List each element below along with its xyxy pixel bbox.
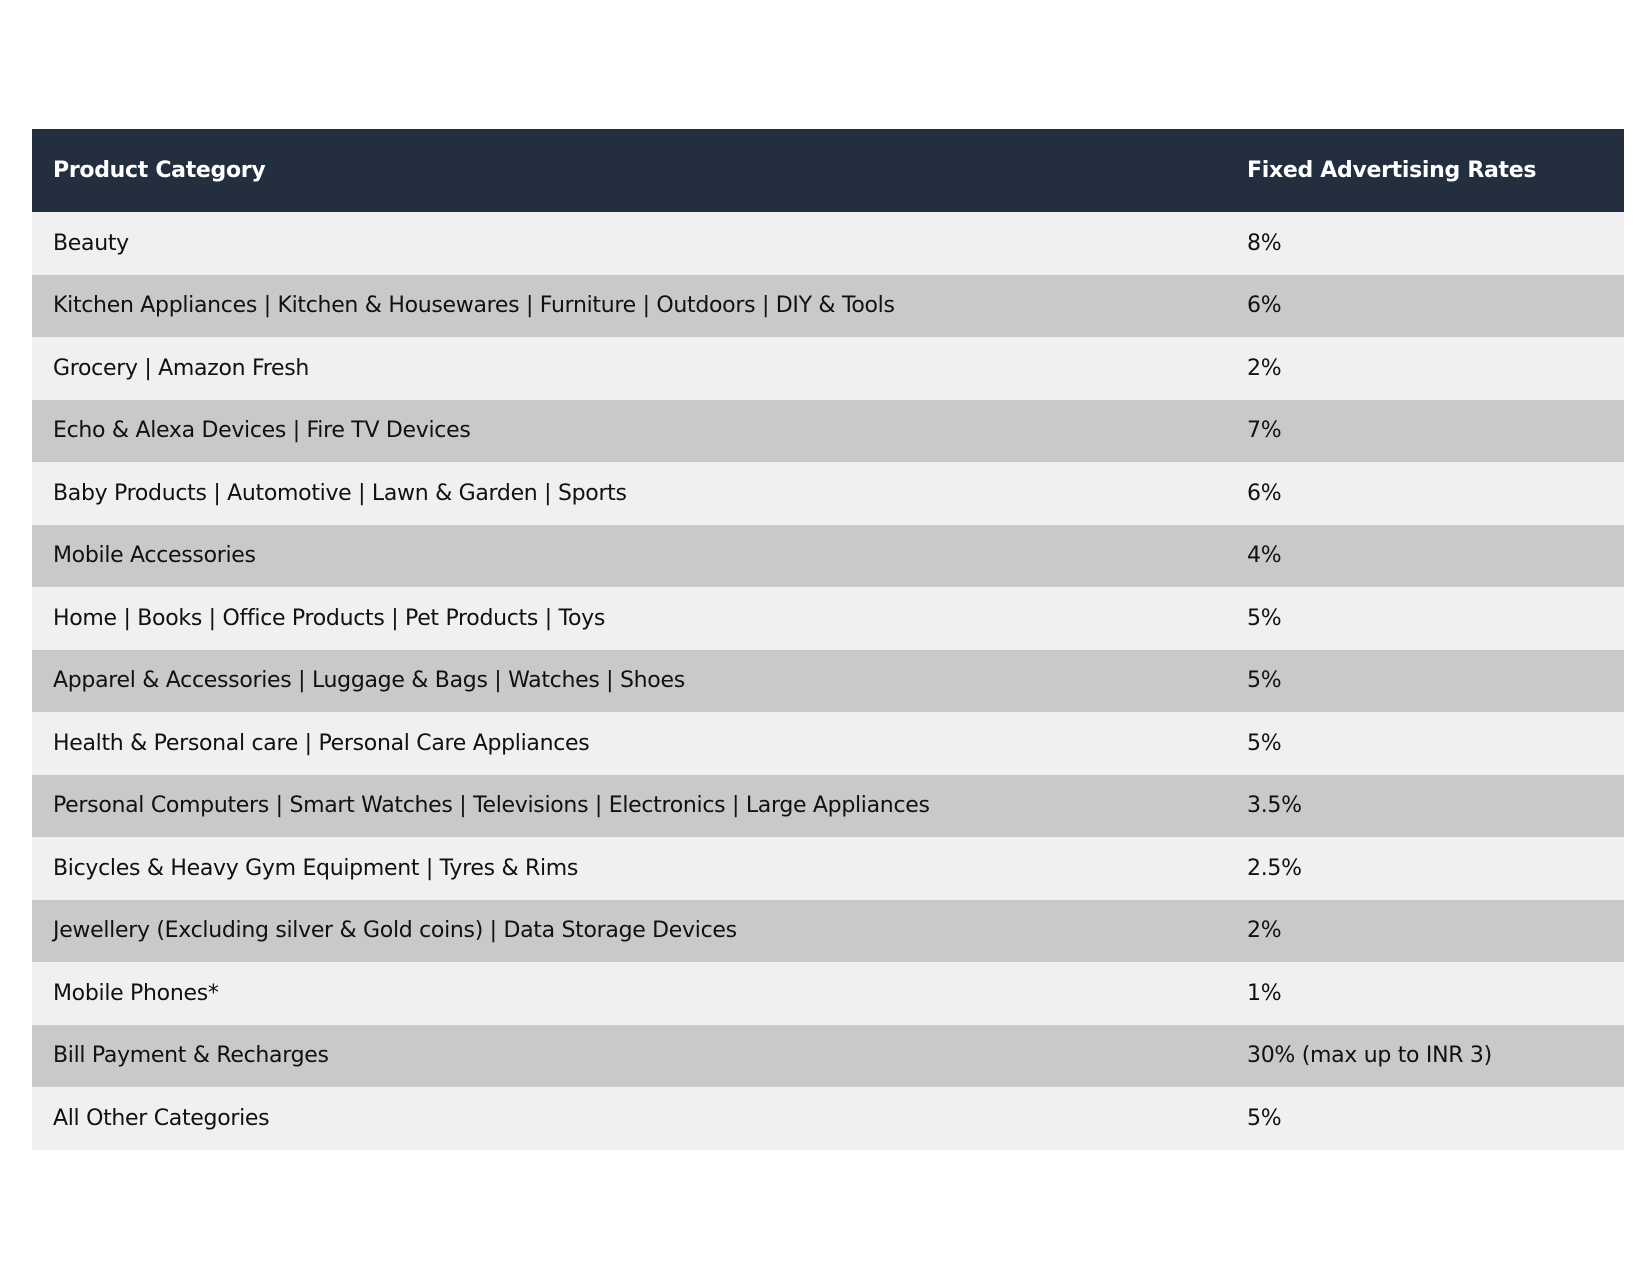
rate-cell: 1% [1226,962,1624,1025]
category-cell: All Other Categories [32,1087,1226,1150]
category-cell: Health & Personal care | Personal Care Appliances [32,712,1226,775]
table-row [32,962,1624,1025]
rate-cell: 5% [1226,712,1624,775]
rate-cell: 2% [1226,900,1624,963]
table-row [32,587,1624,650]
category-cell: Home | Books | Office Products | Pet Products | Toys [32,587,1226,650]
table-row [32,837,1624,900]
table-row [32,462,1624,525]
table-row [32,650,1624,713]
table-row [32,275,1624,338]
rate-cell: 2% [1226,337,1624,400]
rate-cell: 2.5% [1226,837,1624,900]
rate-cell: 5% [1226,650,1624,713]
table-row [32,1025,1624,1088]
category-cell: Baby Products | Automotive | Lawn & Garden | Sports [32,462,1226,525]
rate-cell: 5% [1226,587,1624,650]
rate-cell: 7% [1226,400,1624,463]
table-row [32,212,1624,275]
rate-cell: 6% [1226,462,1624,525]
rate-cell: 8% [1226,212,1624,275]
category-cell: Beauty [32,212,1226,275]
table-row [32,525,1624,588]
table-row [32,400,1624,463]
category-cell: Echo & Alexa Devices | Fire TV Devices [32,400,1226,463]
category-cell: Jewellery (Excluding silver & Gold coins) | Data Storage Devices [32,900,1226,963]
category-cell: Kitchen Appliances | Kitchen & Housewares | Furniture | Outdoors | DIY & Tools [32,275,1226,338]
category-cell: Mobile Accessories [32,525,1226,588]
table-row [32,337,1624,400]
category-cell: Apparel & Accessories | Luggage & Bags | Watches | Shoes [32,650,1226,713]
rate-cell: 5% [1226,1087,1624,1150]
category-cell: Bicycles & Heavy Gym Equipment | Tyres & Rims [32,837,1226,900]
rate-cell: 3.5% [1226,775,1624,838]
rate-cell: 30% (max up to INR 3) [1226,1025,1624,1088]
table-body [32,212,1624,1150]
category-cell: Personal Computers | Smart Watches | Televisions | Electronics | Large Appliances [32,775,1226,838]
table-header [32,129,1624,212]
header-fixed-advertising-rates: Fixed Advertising Rates [1226,129,1624,212]
rate-cell: 4% [1226,525,1624,588]
table-row [32,900,1624,963]
header-row [32,129,1624,212]
category-cell: Bill Payment & Recharges [32,1025,1226,1088]
header-product-category: Product Category [32,129,1226,212]
table-row [32,1087,1624,1150]
table-row [32,712,1624,775]
advertising-rates-table [32,129,1624,1150]
rate-cell: 6% [1226,275,1624,338]
category-cell: Mobile Phones* [32,962,1226,1025]
category-cell: Grocery | Amazon Fresh [32,337,1226,400]
table-row [32,775,1624,838]
